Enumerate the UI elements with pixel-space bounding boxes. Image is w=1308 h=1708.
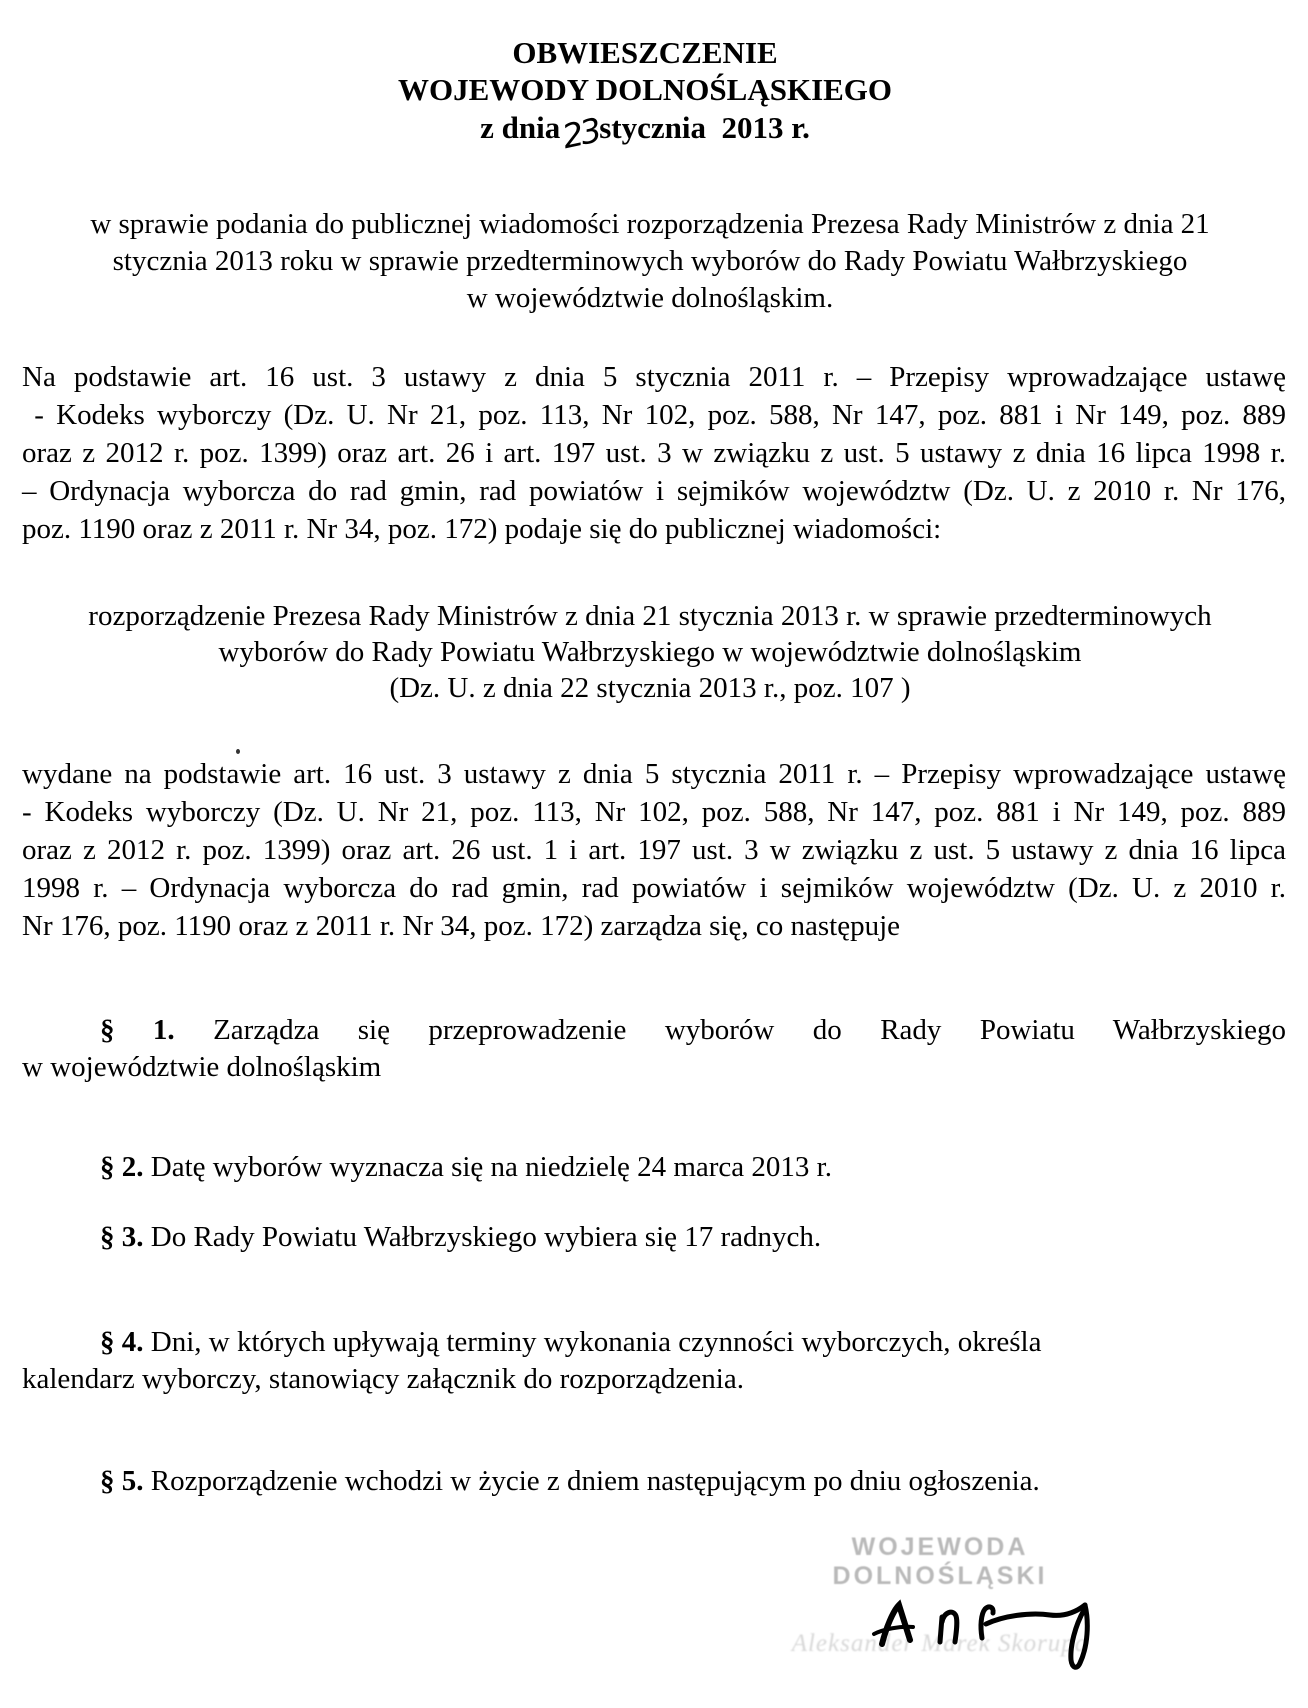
section-1-marker: § 1. (100, 1014, 175, 1046)
issued-basis-line: 1998 r. – Ordynacja wyborcza do rad gmin, rad powiatów i sejmików województw (Dz. U. z 2010 r. (22, 872, 1286, 904)
document-header (0, 34, 1290, 157)
section-2-line (22, 1148, 1286, 1186)
announced-regulation-line: wyborów do Rady Powiatu Wałbrzyskiego w województwie dolnośląskim (218, 636, 1082, 668)
handwritten-signature-mark (858, 1598, 1108, 1703)
legal-basis-line: poz. 1190 oraz z 2011 r. Nr 34, poz. 172) podaje się do publicznej wiadomości: (22, 513, 942, 545)
section-1-line: w województwie dolnośląskim (22, 1051, 382, 1083)
issued-basis-line: oraz z 2012 r. poz. 1399) oraz art. 26 ust. 1 i art. 197 ust. 3 w związku z ust. 5 ustawy z dnia 16 lipca (22, 834, 1286, 866)
issued-basis-line: - Kodeks wyborczy (Dz. U. Nr 21, poz. 113, Nr 102, poz. 588, Nr 147, poz. 881 i Nr 149, poz. 889 (22, 796, 1286, 828)
section-4-text: Dni, w których upływają terminy wykonania czynności wyborczych, określa (143, 1326, 1042, 1358)
announced-regulation-line: rozporządzenie Prezesa Rady Ministrów z dnia 21 stycznia 2013 r. w sprawie przedterminowych (88, 600, 1212, 632)
date-prefix: z dnia (480, 110, 561, 145)
section-3-line (22, 1218, 1286, 1256)
section-2 (22, 1148, 1286, 1186)
subject-line: w województwie dolnośląskim. (466, 282, 834, 314)
section-5-text: Rozporządzenie wchodzi w życie z dniem następującym po dniu ogłoszenia. (143, 1465, 1040, 1497)
section-2-text: Datę wyborów wyznacza się na niedzielę 24 marca 2013 r. (143, 1151, 832, 1183)
signer-name: Aleksander Marek Skorupa (791, 1630, 1089, 1657)
section-3-text: Do Rady Powiatu Wałbrzyskiego wybiera się 17 radnych. (143, 1221, 822, 1253)
legal-basis-line: Na podstawie art. 16 ust. 3 ustawy z dnia 5 stycznia 2011 r. – Przepisy wprowadzające ustawę (22, 361, 1286, 393)
section-1-line (22, 1012, 1286, 1049)
subject-paragraph (40, 206, 1260, 317)
document-date-line (0, 108, 1290, 157)
legal-basis-line: – Ordynacja wyborcza do rad gmin, rad powiatów i sejmików województw (Dz. U. z 2010 r. Nr 176, (22, 475, 1286, 507)
section-3 (22, 1218, 1286, 1256)
section-4 (22, 1324, 1286, 1398)
issued-basis-line: Nr 176, poz. 1190 oraz z 2011 r. Nr 34, poz. 172) zarządza się, co następuje (22, 910, 901, 942)
legal-basis-line: - Kodeks wyborczy (Dz. U. Nr 21, poz. 113, Nr 102, poz. 588, Nr 147, poz. 881 i Nr 149, poz. 889 (22, 399, 1287, 431)
issued-basis-line: wydane na podstawie art. 16 ust. 3 ustawy z dnia 5 stycznia 2011 r. – Przepisy wprowadzające ustawę (22, 758, 1286, 790)
signer-title-stamp: WOJEWODA DOLNOŚLĄSKI (832, 1533, 1048, 1590)
section-5-line (22, 1462, 1286, 1500)
section-2-marker: § 2. (100, 1151, 144, 1183)
issued-basis-paragraph (22, 755, 1286, 945)
document-title: OBWIESZCZENIE (512, 35, 778, 70)
legal-basis-paragraph (22, 358, 1286, 548)
section-4-line: kalendarz wyborczy, stanowiący załącznik do rozporządzenia. (22, 1363, 744, 1395)
announced-regulation-line: (Dz. U. z dnia 22 stycznia 2013 r., poz. 107 ) (389, 672, 911, 704)
section-5 (22, 1462, 1286, 1500)
subject-line: stycznia 2013 roku w sprawie przedterminowych wyborów do Rady Powiatu Wałbrzyskiego (112, 245, 1188, 277)
section-4-marker: § 4. (100, 1326, 144, 1358)
section-1 (22, 1012, 1286, 1086)
section-5-marker: § 5. (100, 1465, 144, 1497)
section-1-text: Zarządza się przeprowadzenie wyborów do Rady Powiatu Wałbrzyskiego (174, 1014, 1287, 1046)
section-4-line (22, 1324, 1286, 1361)
date-suffix: stycznia 2013 r. (599, 110, 810, 145)
legal-basis-line: oraz z 2012 r. poz. 1399) oraz art. 26 i art. 197 ust. 3 w związku z ust. 5 ustawy z dnia 16 lipca 1998 r. (22, 437, 1286, 469)
scan-artifact-dot (236, 749, 240, 754)
section-3-marker: § 3. (100, 1221, 144, 1253)
announced-regulation-paragraph (40, 598, 1260, 706)
handwritten-day: 23 (558, 110, 603, 157)
issuing-authority: WOJEWODY DOLNOŚLĄSKIEGO (397, 72, 893, 107)
subject-line: w sprawie podania do publicznej wiadomości rozporządzenia Prezesa Rady Ministrów z dnia 21 (90, 208, 1210, 240)
